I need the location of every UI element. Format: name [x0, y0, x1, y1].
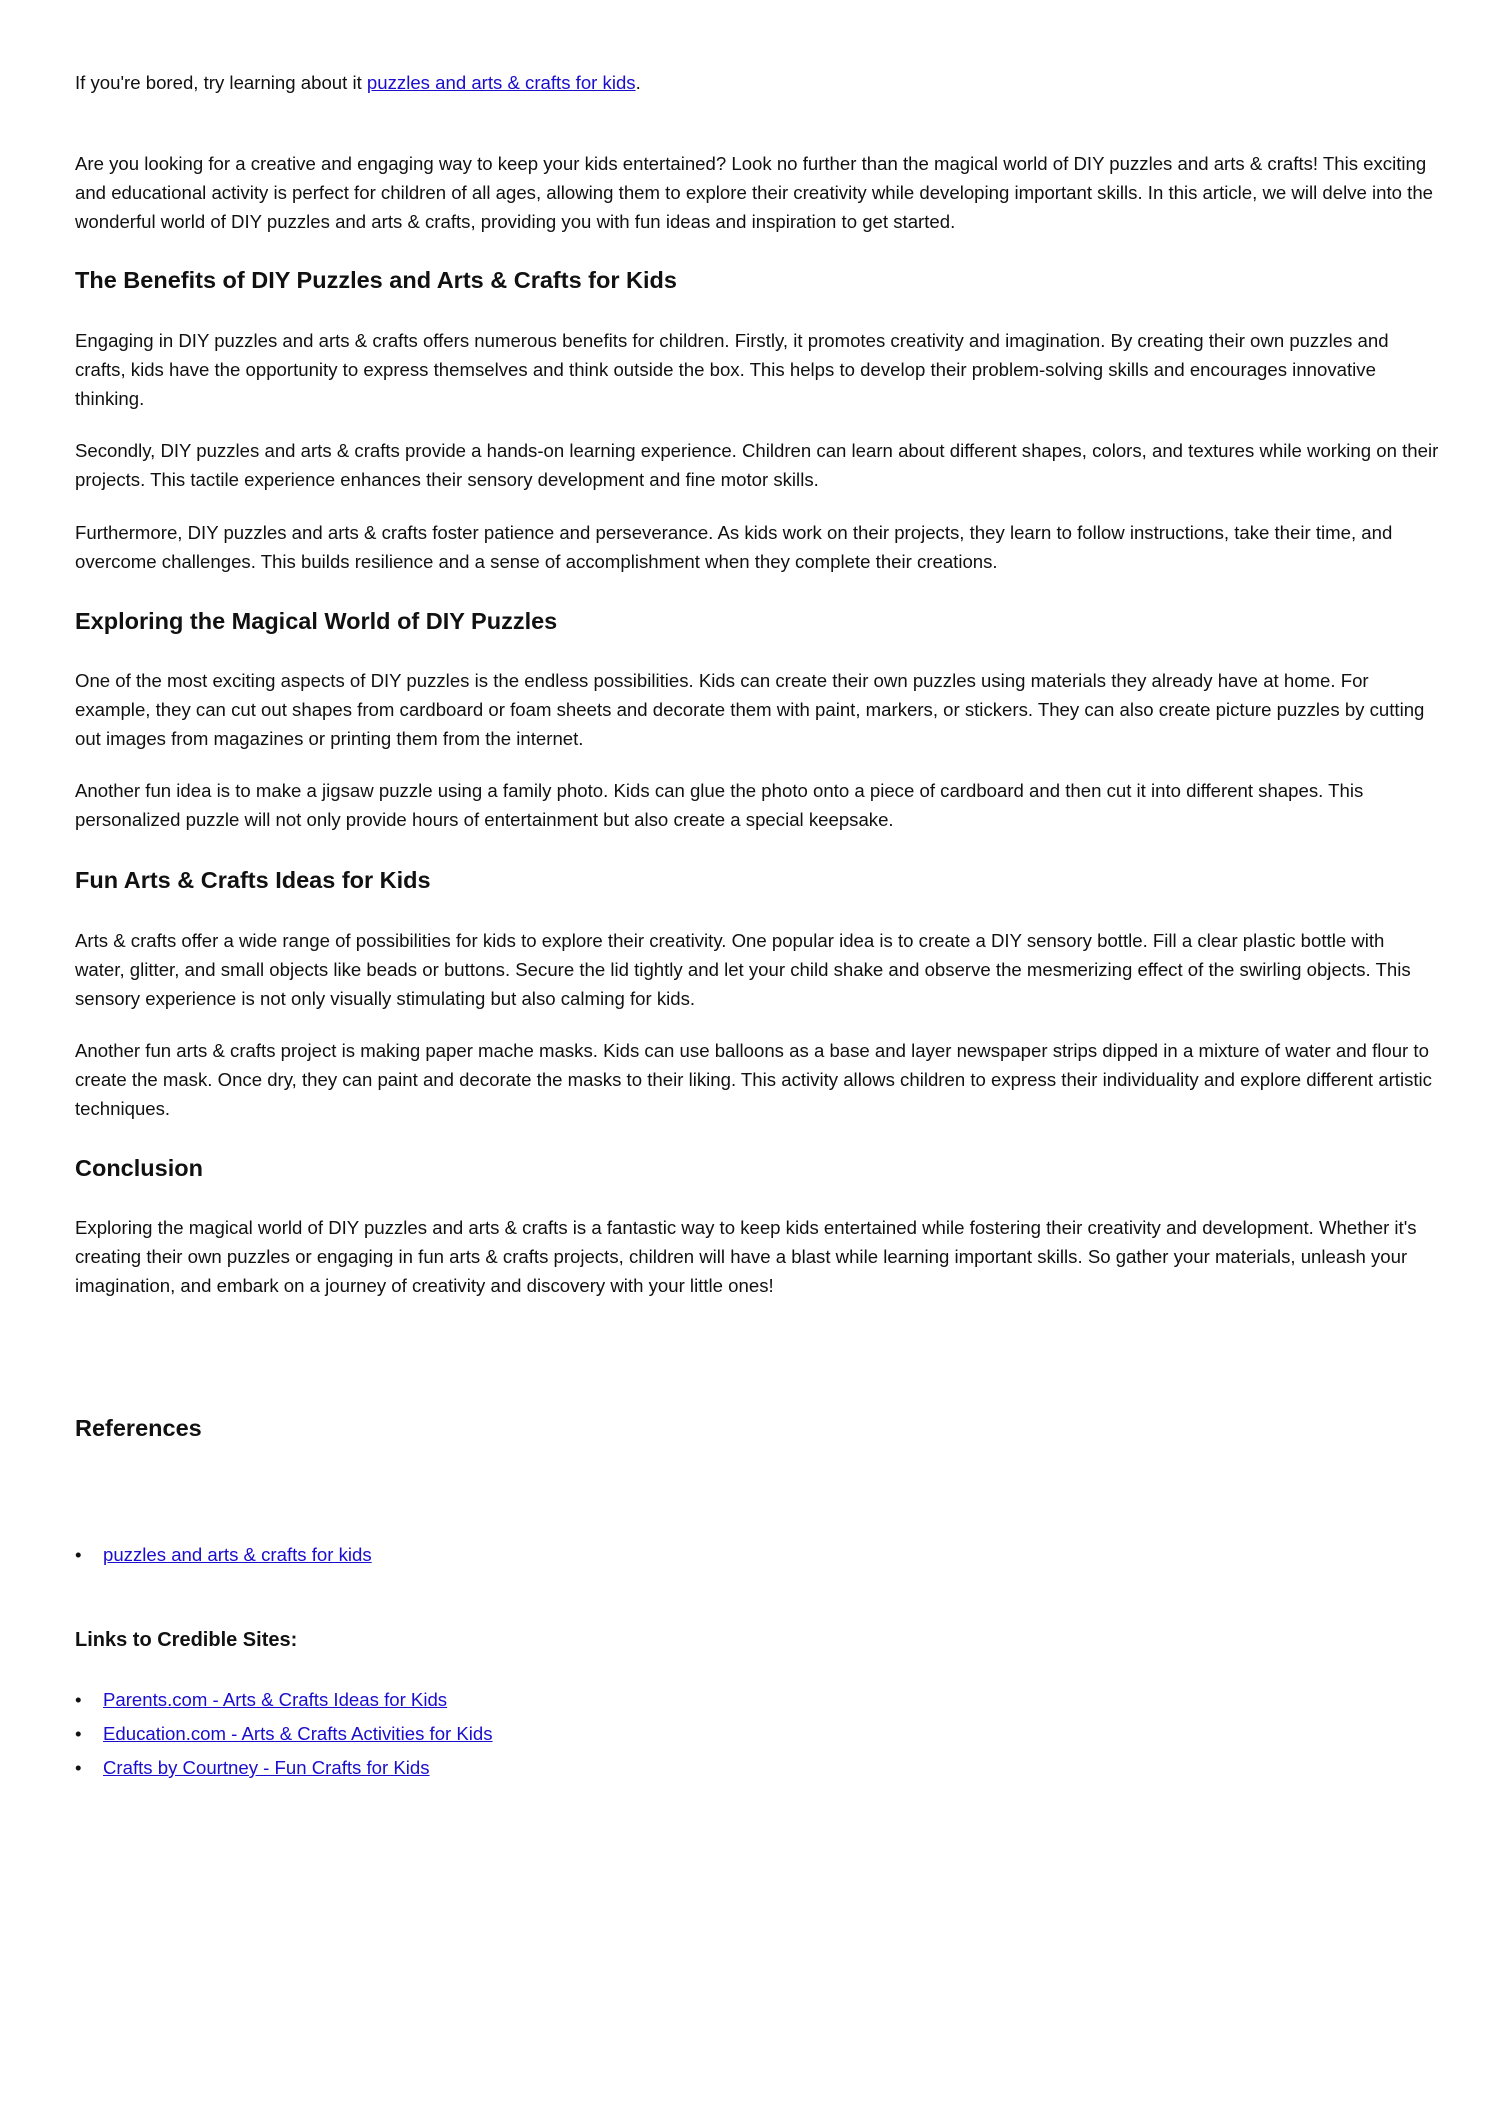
bullet-icon: •: [75, 1544, 82, 1565]
puzzles-paragraph-2: Another fun idea is to make a jigsaw puzzle using a family photo. Kids can glue the photo onto a piece of cardboard and then cut it into different shapes. This personalized puzzle will not only provide hours of entertainment but also create a special keepsake.: [75, 780, 1364, 830]
education-link[interactable]: Education.com - Arts & Crafts Activities for Kids: [103, 1723, 493, 1744]
bullet-icon: •: [75, 1723, 82, 1744]
list-item: [75, 1717, 493, 1751]
puzzles-heading: Exploring the Magical World of DIY Puzzles: [75, 608, 558, 634]
list-item: [75, 1683, 493, 1717]
bullet-icon: •: [75, 1757, 82, 1778]
intro-line: [75, 68, 1425, 97]
credible-sites-heading: Links to Credible Sites:: [75, 1629, 298, 1651]
intro-paragraph: Are you looking for a creative and engaging way to keep your kids entertained? Look no further than the magical world of DIY puzzles and arts & crafts! This exciting and educational activity is perfect for children of all ages, allowing them to explore their creativity while developing important skills. In this article, we will delve into the wonderful world of DIY puzzles and arts & crafts, providing you with fun ideas and inspiration to get started.: [75, 153, 1434, 232]
intro-suffix: .: [635, 72, 641, 93]
benefits-paragraph-1: Engaging in DIY puzzles and arts & crafts offers numerous benefits for children. Firstly, it promotes creativity and imagination. By creating their own puzzles and crafts, kids have the opportunity to express themselves and think outside the box. This helps to develop their problem-solving skills and encourages innovative thinking.: [75, 330, 1389, 409]
puzzles-paragraph-1: One of the most exciting aspects of DIY puzzles is the endless possibilities. Kids can create their own puzzles using materials they already have at home. For example, they can cut out shapes from cardboard or foam sheets and decorate them with paint, markers, or stickers. They can also create picture puzzles by cutting out images from magazines or printing them from the internet.: [75, 670, 1425, 749]
intro-link[interactable]: puzzles and arts & crafts for kids: [366, 72, 636, 93]
reference-link[interactable]: puzzles and arts & crafts for kids: [103, 1544, 372, 1565]
bullet-icon: •: [75, 1689, 82, 1710]
crafts-paragraph-2: Another fun arts & crafts project is making paper mache masks. Kids can use balloons as a base and layer newspaper strips dipped in a mixture of water and flour to create the mask. Once dry, they can paint and decorate the masks to their liking. This activity allows children to express their individuality and explore different artistic techniques.: [75, 1040, 1432, 1119]
crafts-heading: Fun Arts & Crafts Ideas for Kids: [75, 867, 431, 893]
benefits-paragraph-2: Secondly, DIY puzzles and arts & crafts provide a hands-on learning experience. Children can learn about different shapes, colors, and textures while working on their projects. This tactile experience enhances their sensory development and fine motor skills.: [75, 440, 1439, 490]
intro-prefix: If you're bored, try learning about it: [75, 72, 367, 93]
conclusion-heading: Conclusion: [75, 1155, 203, 1181]
references-heading: References: [75, 1415, 202, 1441]
references-list: [75, 1538, 372, 1572]
credible-sites-list: [75, 1683, 493, 1785]
list-item: [75, 1751, 493, 1785]
crafts-by-courtney-link[interactable]: Crafts by Courtney - Fun Crafts for Kids: [103, 1757, 430, 1778]
crafts-paragraph-1: Arts & crafts offer a wide range of possibilities for kids to explore their creativity. One popular idea is to create a DIY sensory bottle. Fill a clear plastic bottle with water, glitter, and small objects like beads or buttons. Secure the lid tightly and let your child shake and observe the mesmerizing effect of the swirling objects. This sensory experience is not only visually stimulating but also calming for kids.: [75, 930, 1411, 1009]
conclusion-paragraph: Exploring the magical world of DIY puzzles and arts & crafts is a fantastic way to keep kids entertained while fostering their creativity and development. Whether it's creating their own puzzles or engaging in fun arts & crafts projects, children will have a blast while learning important skills. So gather your materials, unleash your imagination, and embark on a journey of creativity and discovery with your little ones!: [75, 1217, 1417, 1296]
parents-link[interactable]: Parents.com - Arts & Crafts Ideas for Kids: [103, 1689, 448, 1710]
list-item: [75, 1538, 372, 1572]
benefits-heading: The Benefits of DIY Puzzles and Arts & Crafts for Kids: [75, 267, 677, 293]
benefits-paragraph-3: Furthermore, DIY puzzles and arts & crafts foster patience and perseverance. As kids work on their projects, they learn to follow instructions, take their time, and overcome challenges. This builds resilience and a sense of accomplishment when they complete their creations.: [75, 522, 1393, 572]
